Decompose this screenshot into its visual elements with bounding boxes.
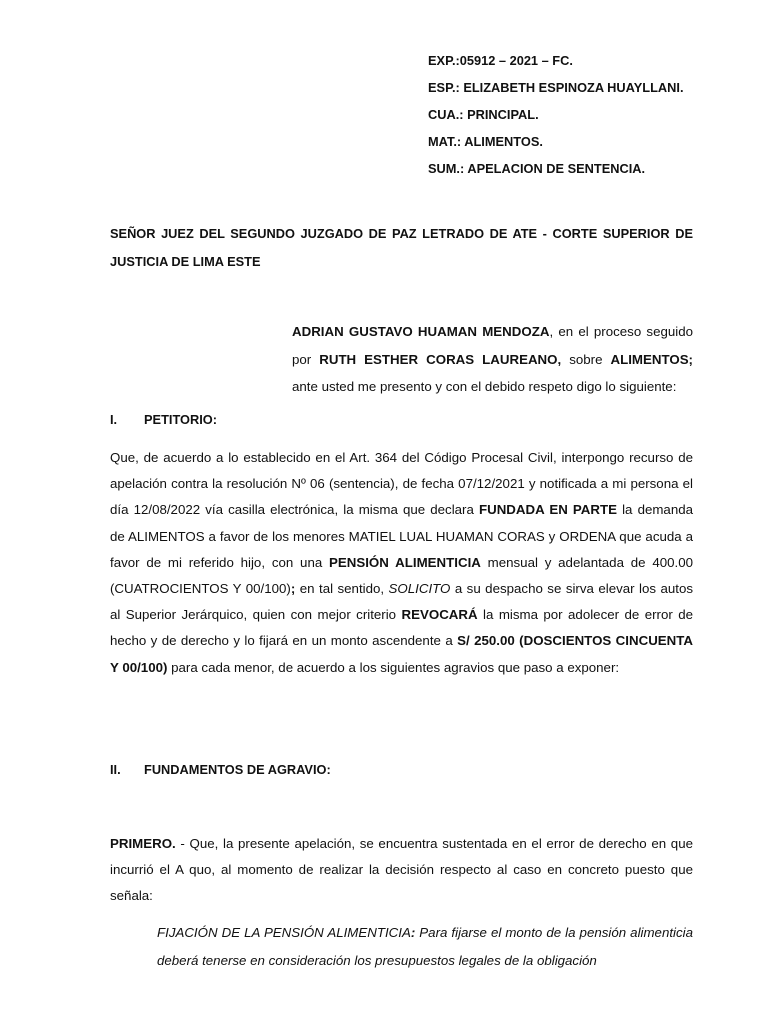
section-heading-agravio: II. FUNDAMENTOS DE AGRAVIO: xyxy=(110,762,331,777)
primero-label: PRIMERO. xyxy=(110,836,176,851)
quoted-text: FIJACIÓN DE LA PENSIÓN ALIMENTICIA: Para fijarse el monto de la pensión alimenticia deberá tenerse en consideración los presupuestos legales de la obligación xyxy=(157,925,693,968)
case-number: EXP.:05912 – 2021 – FC. xyxy=(428,53,573,68)
notebook: CUA.: PRINCIPAL. xyxy=(428,107,539,122)
section-heading-petitorio: I. PETITORIO: xyxy=(110,412,217,427)
intro-paragraph: ADRIAN GUSTAVO HUAMAN MENDOZA, en el proceso seguido por RUTH ESTHER CORAS LAUREANO, sobre ALIMENTOS; ante usted me presento y con el debido respeto digo lo siguiente: xyxy=(292,324,694,394)
matter: MAT.: ALIMENTOS. xyxy=(428,134,543,149)
intro-matter: ALIMENTOS; xyxy=(610,351,693,367)
summary: SUM.: APELACION DE SENTENCIA. xyxy=(428,161,646,176)
counterpart-name: RUTH ESTHER CORAS LAUREANO, xyxy=(319,351,562,367)
addressee: SEÑOR JUEZ DEL SEGUNDO JUZGADO DE PAZ LETRADO DE ATE - CORTE SUPERIOR DE JUSTICIA DE LIMA ESTE xyxy=(110,226,693,269)
petitorio-paragraph: Que, de acuerdo a lo establecido en el Art. 364 del Código Procesal Civil, interpongo recurso de apelación contra la resolución Nº 06 (sentencia), de fecha 07/12/2021 y notificada a mi persona el día 12/08/2022 vía casilla electrónica, la misma que declara FUNDADA EN PARTE la demanda de ALIMENTOS a favor de los menores MATIEL LUAL HUAMAN CORAS y ORDENA que acuda a favor de mi referido hijo, con una PENSIÓN ALIMENTICIA mensual y adelantada de 400.00 (CUATROCIENTOS Y 00/100); en tal sentido, SOLICITO a su despacho se sirva elevar los autos al Superior Jerárquico, quien con mejor criterio REVOCARÁ la misma por adolecer de error de hecho y de derecho y lo fijará en un monto ascendente a S/ 250.00 (DOSCIENTOS CINCUENTA Y 00/100) para cada menor, de acuerdo a los siguientes agravios que paso a exponer: xyxy=(110,450,694,675)
appellant-name: ADRIAN GUSTAVO HUAMAN MENDOZA xyxy=(292,324,550,339)
primero-paragraph: PRIMERO. - Que, la presente apelación, se encuentra sustentada en el error de derecho en que incurrió el A quo, al momento de realizar la decisión respecto al caso en concreto puesto que señala: xyxy=(110,836,693,904)
case-header xyxy=(428,52,684,187)
specialist: ESP.: ELIZABETH ESPINOZA HUAYLLANI. xyxy=(428,80,684,95)
